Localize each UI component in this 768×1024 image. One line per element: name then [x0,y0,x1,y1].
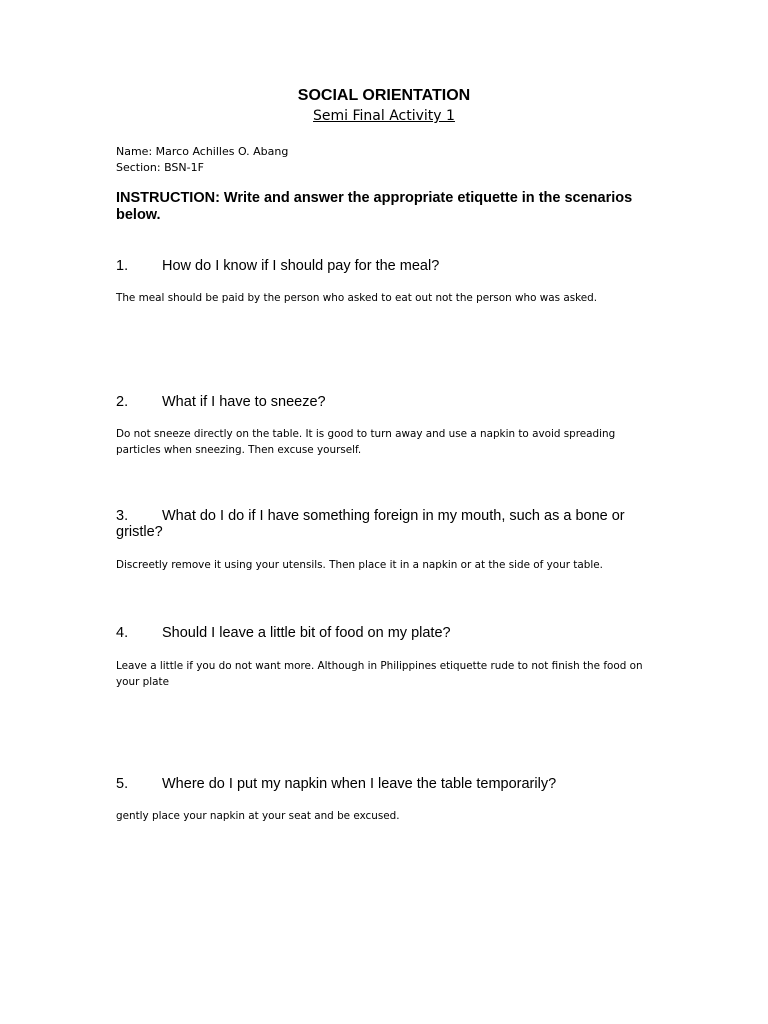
answer-3: Discreetly remove it using your utensils. Then place it in a napkin or at the side of your table. [116,559,603,571]
question-4 [116,625,656,641]
question-text: Should I leave a little bit of food on my plate? [162,625,451,641]
question-text: How do I know if I should pay for the meal? [162,258,440,274]
question-number: 5. [116,776,129,792]
document-subtitle: Semi Final Activity 1 [313,108,455,124]
answer-1: The meal should be paid by the person who asked to eat out not the person who was asked. [116,292,598,304]
question-number: 3. [116,508,129,524]
student-section: Section: BSN-1F [116,161,204,174]
answer-4: Leave a little if you do not want more. Although in Philippines etiquette rude to not finish the food on your plate [116,660,643,688]
student-name: Name: Marco Achilles O. Abang [116,145,289,158]
question-5 [116,776,656,792]
question-number: 1. [116,258,129,274]
question-text: Where do I put my napkin when I leave the table temporarily? [162,776,557,792]
answer-2: Do not sneeze directly on the table. It is good to turn away and use a napkin to avoid spreading particles when sneezing. Then excuse yourself. [116,428,616,456]
question-number: 2. [116,394,129,410]
question-1 [116,258,656,274]
question-2 [116,394,656,410]
question-text: What do I do if I have something foreign in my mouth, such as a bone or gristle? [116,508,625,540]
answer-5: gently place your napkin at your seat and be excused. [116,810,400,822]
instruction-text: INSTRUCTION: Write and answer the appropriate etiquette in the scenarios below. [116,190,633,223]
question-text: What if I have to sneeze? [162,394,326,410]
question-number: 4. [116,625,129,641]
question-3 [116,508,656,540]
document-title: SOCIAL ORIENTATION [297,87,471,104]
